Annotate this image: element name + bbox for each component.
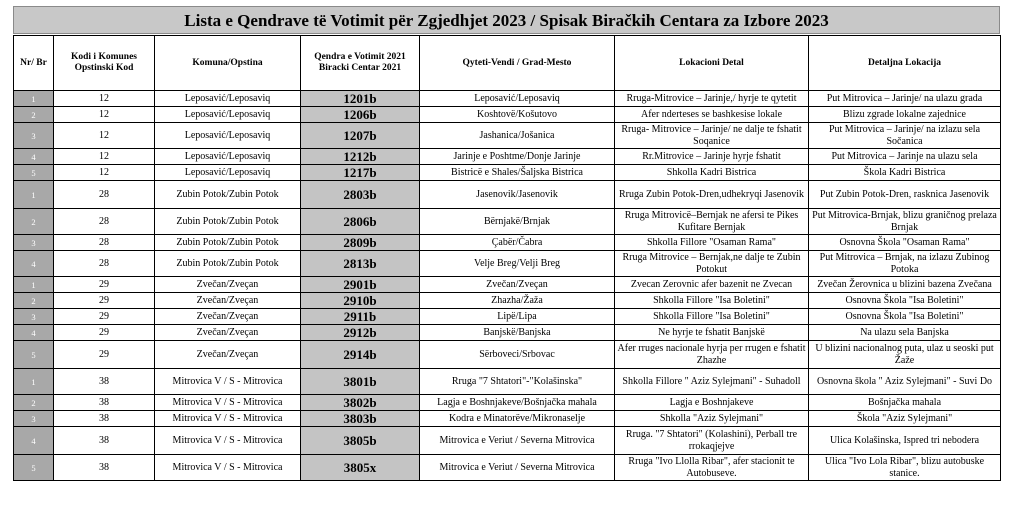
cell-lokacioni: Shkolla Fillore " Aziz Sylejmani" - Suhadoll — [615, 369, 809, 395]
cell-nr: 4 — [14, 427, 54, 455]
cell-kodi: 12 — [54, 91, 155, 107]
cell-detaljna: Ulica Kolašinska, Ispred tri nebodera — [809, 427, 1001, 455]
header-kodi: Kodi i Komunes Opstinski Kod — [54, 36, 155, 91]
cell-kodi: 28 — [54, 235, 155, 251]
table-row — [14, 309, 1001, 325]
cell-qyteti: Koshtovë/Košutovo — [420, 107, 615, 123]
cell-lokacioni: Lagja e Boshnjakeve — [615, 395, 809, 411]
header-lokacioni: Lokacioni Detal — [615, 36, 809, 91]
cell-qyteti: Velje Breg/Velji Breg — [420, 251, 615, 277]
cell-qyteti: Zhazha/Žaža — [420, 293, 615, 309]
cell-nr: 2 — [14, 107, 54, 123]
cell-qendra: 2809b — [301, 235, 420, 251]
cell-nr: 4 — [14, 149, 54, 165]
cell-komuna: Mitrovica V / S - Mitrovica — [155, 427, 301, 455]
cell-detaljna: U blizini nacionalnog puta, ulaz u seoski put Žaže — [809, 341, 1001, 369]
cell-qyteti: Jarinje e Poshtme/Donje Jarinje — [420, 149, 615, 165]
cell-komuna: Leposavić/Leposaviq — [155, 123, 301, 149]
cell-komuna: Zubin Potok/Zubin Potok — [155, 209, 301, 235]
cell-qendra: 3805b — [301, 427, 420, 455]
cell-komuna: Zubin Potok/Zubin Potok — [155, 181, 301, 209]
cell-qyteti: Sërboveci/Srbovac — [420, 341, 615, 369]
cell-qyteti: Çabër/Čabra — [420, 235, 615, 251]
cell-nr: 5 — [14, 341, 54, 369]
header-qendra: Qendra e Votimit 2021 Biracki Centar 2021 — [301, 36, 420, 91]
cell-kodi: 38 — [54, 427, 155, 455]
cell-nr: 2 — [14, 209, 54, 235]
cell-kodi: 38 — [54, 395, 155, 411]
cell-kodi: 29 — [54, 293, 155, 309]
cell-detaljna: Zvečan Žerovnica u blizini bazena Zvečana — [809, 277, 1001, 293]
table-row — [14, 341, 1001, 369]
cell-qyteti: Bërnjakë/Brnjak — [420, 209, 615, 235]
cell-qendra: 1217b — [301, 165, 420, 181]
cell-nr: 5 — [14, 165, 54, 181]
cell-lokacioni: Rruga Mitrovice – Bernjak,ne dalje te Zubin Potokut — [615, 251, 809, 277]
cell-kodi: 12 — [54, 165, 155, 181]
cell-qyteti: Leposavić/Leposaviq — [420, 91, 615, 107]
polling-centers-table — [13, 35, 1001, 481]
cell-qendra: 3801b — [301, 369, 420, 395]
cell-detaljna: Osnovna škola " Aziz Sylejmani" - Suvi Do — [809, 369, 1001, 395]
cell-qendra: 3802b — [301, 395, 420, 411]
cell-lokacioni: Shkolla "Aziz Sylejmani" — [615, 411, 809, 427]
cell-qyteti: Lagja e Boshnjakeve/Bošnjačka mahala — [420, 395, 615, 411]
cell-qendra: 2910b — [301, 293, 420, 309]
table-row — [14, 277, 1001, 293]
cell-kodi: 28 — [54, 209, 155, 235]
cell-nr: 1 — [14, 369, 54, 395]
cell-komuna: Zvečan/Zveçan — [155, 293, 301, 309]
header-detaljna: Detaljna Lokacija — [809, 36, 1001, 91]
cell-qyteti: Zvečan/Zveçan — [420, 277, 615, 293]
table-row — [14, 91, 1001, 107]
cell-qendra: 2806b — [301, 209, 420, 235]
cell-nr: 3 — [14, 309, 54, 325]
cell-kodi: 12 — [54, 107, 155, 123]
cell-komuna: Mitrovica V / S - Mitrovica — [155, 455, 301, 481]
cell-lokacioni: Rruga- Mitrovice – Jarinje/ ne dalje te fshatit Soqanice — [615, 123, 809, 149]
cell-komuna: Leposavić/Leposaviq — [155, 165, 301, 181]
cell-komuna: Zubin Potok/Zubin Potok — [155, 251, 301, 277]
cell-komuna: Zubin Potok/Zubin Potok — [155, 235, 301, 251]
cell-qendra: 1212b — [301, 149, 420, 165]
cell-qyteti: Mitrovica e Veriut / Severna Mitrovica — [420, 455, 615, 481]
cell-qyteti: Rruga "7 Shtatori"-"Kolašinska" — [420, 369, 615, 395]
cell-komuna: Zvečan/Zveçan — [155, 341, 301, 369]
cell-nr: 3 — [14, 235, 54, 251]
cell-detaljna: Bošnjačka mahala — [809, 395, 1001, 411]
cell-detaljna: Ulica "Ivo Lola Ribar", blizu autobuske stanice. — [809, 455, 1001, 481]
cell-kodi: 12 — [54, 123, 155, 149]
cell-komuna: Mitrovica V / S - Mitrovica — [155, 369, 301, 395]
cell-lokacioni: Rr.Mitrovice – Jarinje hyrje fshatit — [615, 149, 809, 165]
cell-detaljna: Osnovna Škola "Isa Boletini" — [809, 293, 1001, 309]
cell-lokacioni: Zvecan Zerovnic afer bazenit ne Zvecan — [615, 277, 809, 293]
cell-kodi: 12 — [54, 149, 155, 165]
table-row — [14, 251, 1001, 277]
cell-detaljna: Put Mitrovica – Brnjak, na izlazu Zubinog Potoka — [809, 251, 1001, 277]
cell-qyteti: Mitrovica e Veriut / Severna Mitrovica — [420, 427, 615, 455]
cell-qendra: 2914b — [301, 341, 420, 369]
cell-kodi: 38 — [54, 455, 155, 481]
cell-qendra: 2901b — [301, 277, 420, 293]
cell-qendra: 1201b — [301, 91, 420, 107]
cell-komuna: Zvečan/Zveçan — [155, 277, 301, 293]
cell-komuna: Leposavić/Leposaviq — [155, 149, 301, 165]
cell-detaljna: Put Mitrovica-Brnjak, blizu graničnog prelaza Brnjak — [809, 209, 1001, 235]
cell-lokacioni: Ne hyrje te fshatit Banjskë — [615, 325, 809, 341]
cell-lokacioni: Shkolla Kadri Bistrica — [615, 165, 809, 181]
cell-komuna: Leposavić/Leposaviq — [155, 107, 301, 123]
table-row — [14, 411, 1001, 427]
cell-lokacioni: Rruga "Ivo Llolla Ribar", afer stacionit te Autobuseve. — [615, 455, 809, 481]
cell-nr: 1 — [14, 277, 54, 293]
cell-lokacioni: Shkolla Fillore "Isa Boletini" — [615, 293, 809, 309]
cell-kodi: 29 — [54, 325, 155, 341]
cell-kodi: 28 — [54, 181, 155, 209]
cell-qyteti: Lipë/Lipa — [420, 309, 615, 325]
cell-lokacioni: Rruga-Mitrovice – Jarinje,/ hyrje te qytetit — [615, 91, 809, 107]
table-row — [14, 149, 1001, 165]
cell-qendra: 2912b — [301, 325, 420, 341]
cell-kodi: 38 — [54, 411, 155, 427]
cell-lokacioni: Rruga. "7 Shtatori" (Kolashini), Perball tre rrokaqjejve — [615, 427, 809, 455]
cell-nr: 3 — [14, 411, 54, 427]
cell-qyteti: Jashanica/Jošanica — [420, 123, 615, 149]
cell-detaljna: Škola Kadri Bistrica — [809, 165, 1001, 181]
table-row — [14, 123, 1001, 149]
cell-komuna: Mitrovica V / S - Mitrovica — [155, 395, 301, 411]
cell-kodi: 29 — [54, 277, 155, 293]
cell-detaljna: Osnovna Škola "Osaman Rama" — [809, 235, 1001, 251]
table-row — [14, 107, 1001, 123]
table-row — [14, 455, 1001, 481]
cell-detaljna: Osnovna Škola "Isa Boletini" — [809, 309, 1001, 325]
cell-lokacioni: Rruga Zubin Potok-Dren,udhekryqi Jasenovik — [615, 181, 809, 209]
cell-detaljna: Blizu zgrade lokalne zajednice — [809, 107, 1001, 123]
cell-lokacioni: Rruga Mitrovicë–Bernjak ne afersi te Pikes Kufitare Bernjak — [615, 209, 809, 235]
cell-detaljna: Na ulazu sela Banjska — [809, 325, 1001, 341]
cell-detaljna: Put Zubin Potok-Dren, rasknica Jasenovik — [809, 181, 1001, 209]
cell-komuna: Mitrovica V / S - Mitrovica — [155, 411, 301, 427]
table-header-row — [14, 36, 1001, 91]
cell-qendra: 2803b — [301, 181, 420, 209]
cell-nr: 4 — [14, 251, 54, 277]
cell-detaljna: Škola "Aziz Sylejmani" — [809, 411, 1001, 427]
cell-qendra: 2911b — [301, 309, 420, 325]
cell-qyteti: Jasenovik/Jasenovik — [420, 181, 615, 209]
table-row — [14, 181, 1001, 209]
cell-lokacioni: Afer rruges nacionale hyrja per rrugen e fshatit Zhazhe — [615, 341, 809, 369]
cell-kodi: 28 — [54, 251, 155, 277]
table-row — [14, 165, 1001, 181]
cell-qyteti: Bistricë e Shales/Šaljska Bistrica — [420, 165, 615, 181]
table-row — [14, 209, 1001, 235]
cell-nr: 1 — [14, 91, 54, 107]
page-title: Lista e Qendrave të Votimit për Zgjedhjet 2023 / Spisak Biračkih Centara za Izbore 2023 — [13, 6, 1000, 34]
cell-komuna: Leposavić/Leposaviq — [155, 91, 301, 107]
cell-qendra: 2813b — [301, 251, 420, 277]
cell-qendra: 1206b — [301, 107, 420, 123]
cell-detaljna: Put Mitrovica – Jarinje/ na izlazu sela Sočanica — [809, 123, 1001, 149]
cell-nr: 3 — [14, 123, 54, 149]
cell-lokacioni: Afer nderteses se bashkesise lokale — [615, 107, 809, 123]
header-qyteti: Qyteti-Vendi / Grad-Mesto — [420, 36, 615, 91]
table-row — [14, 235, 1001, 251]
cell-kodi: 29 — [54, 309, 155, 325]
cell-nr: 1 — [14, 181, 54, 209]
cell-qendra: 1207b — [301, 123, 420, 149]
cell-nr: 4 — [14, 325, 54, 341]
table-row — [14, 427, 1001, 455]
cell-kodi: 29 — [54, 341, 155, 369]
table-row — [14, 369, 1001, 395]
cell-qyteti: Banjskë/Banjska — [420, 325, 615, 341]
cell-nr: 2 — [14, 293, 54, 309]
cell-lokacioni: Shkolla Fillore "Osaman Rama" — [615, 235, 809, 251]
cell-nr: 2 — [14, 395, 54, 411]
cell-qendra: 3805x — [301, 455, 420, 481]
table-row — [14, 395, 1001, 411]
cell-detaljna: Put Mitrovica – Jarinje/ na ulazu grada — [809, 91, 1001, 107]
cell-lokacioni: Shkolla Fillore "Isa Boletini" — [615, 309, 809, 325]
header-komuna: Komuna/Opstina — [155, 36, 301, 91]
cell-qendra: 3803b — [301, 411, 420, 427]
cell-kodi: 38 — [54, 369, 155, 395]
table-row — [14, 293, 1001, 309]
table-row — [14, 325, 1001, 341]
cell-qyteti: Kodra e Minatorëve/Mikronaselje — [420, 411, 615, 427]
header-nr: Nr/ Br — [14, 36, 54, 91]
cell-detaljna: Put Mitrovica – Jarinje na ulazu sela — [809, 149, 1001, 165]
cell-nr: 5 — [14, 455, 54, 481]
cell-komuna: Zvečan/Zveçan — [155, 309, 301, 325]
cell-komuna: Zvečan/Zveçan — [155, 325, 301, 341]
